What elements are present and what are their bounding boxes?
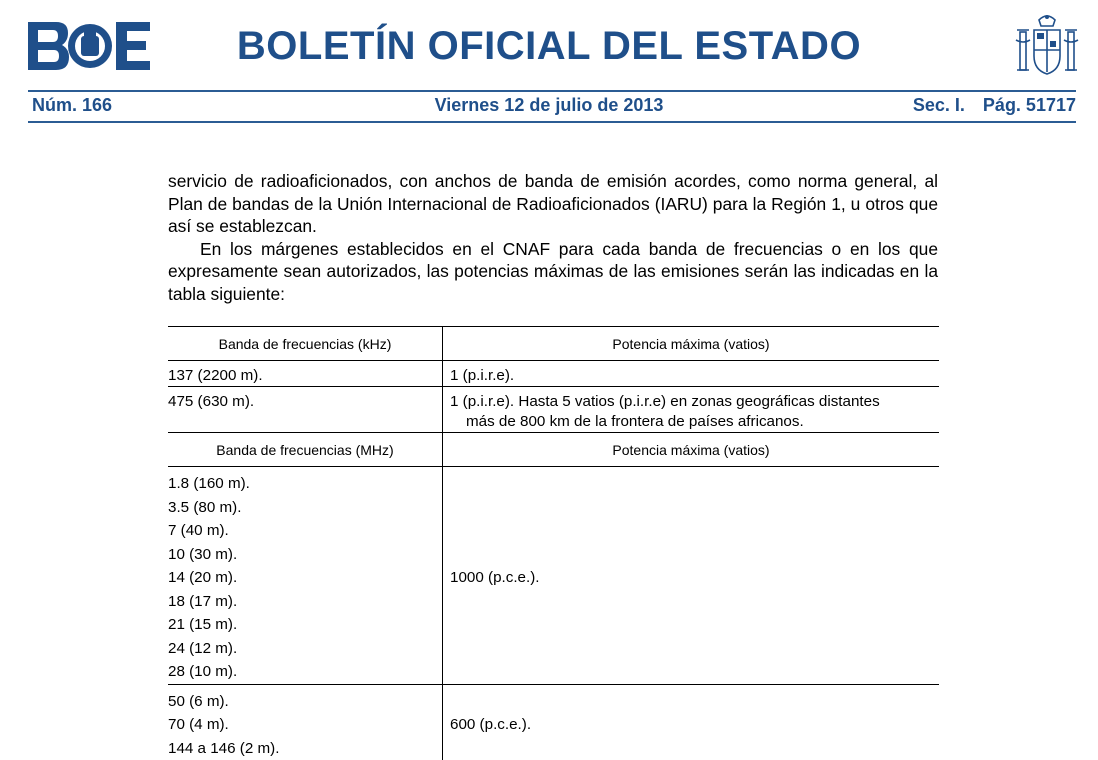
coat-of-arms-icon — [1012, 10, 1082, 80]
band-line: 14 (20 m). — [168, 566, 442, 590]
section-page — [913, 95, 1076, 116]
band-line: 28 (10 m). — [168, 660, 442, 684]
table-header-khz — [168, 327, 939, 361]
header-power-mhz: Potencia máxima (vatios) — [443, 433, 940, 467]
header-power-khz: Potencia máxima (vatios) — [443, 327, 940, 361]
header-band-khz: Banda de frecuencias (kHz) — [168, 327, 443, 361]
band-line: 10 (30 m). — [168, 543, 442, 567]
band-line: 70 (4 m). — [168, 713, 442, 737]
band-line: 7 (40 m). — [168, 519, 442, 543]
power-cell — [443, 387, 940, 433]
band-line: 18 (17 m). — [168, 590, 442, 614]
power-text-cont: más de 800 km de la frontera de países africanos. — [450, 412, 939, 432]
page-header — [0, 0, 1098, 130]
header-rule-bottom — [28, 121, 1076, 123]
band-cell: 475 (630 m). — [168, 387, 443, 433]
power-cell: 600 (p.c.e.). — [443, 684, 940, 760]
table-row — [168, 387, 939, 433]
band-group-cell — [168, 467, 443, 685]
band-line: 50 (6 m). — [168, 690, 442, 714]
band-line: 1.8 (160 m). — [168, 472, 442, 496]
table-header-mhz — [168, 433, 939, 467]
power-table — [168, 326, 939, 760]
page-title: BOLETÍN OFICIAL DEL ESTADO — [0, 24, 1098, 69]
header-band-mhz: Banda de frecuencias (MHz) — [168, 433, 443, 467]
power-cell — [443, 361, 940, 387]
section-label: Sec. I. — [913, 95, 965, 115]
power-cell: 1000 (p.c.e.). — [443, 467, 940, 685]
table-row — [168, 361, 939, 387]
band-cell: 137 (2200 m). — [168, 361, 443, 387]
power-text: 1 (p.i.r.e). Hasta 5 vatios (p.i.r.e) en zonas geográficas distantes — [450, 393, 880, 410]
table-row — [168, 467, 939, 685]
band-line: 21 (15 m). — [168, 613, 442, 637]
band-line: 144 a 146 (2 m). — [168, 737, 442, 760]
header-rule-top — [28, 90, 1076, 92]
issue-date: Viernes 12 de julio de 2013 — [0, 95, 1098, 116]
page-number: Pág. 51717 — [983, 95, 1076, 115]
paragraph-2: En los márgenes establecidos en el CNAF para cada banda de frecuencias o en los que expresamente sean autorizados, las potencias máximas de las emisiones serán las indicadas en la tabla siguiente: — [168, 238, 938, 306]
body-text — [168, 170, 938, 305]
power-text: 1 (p.i.r.e). — [450, 367, 514, 384]
band-line: 24 (12 m). — [168, 637, 442, 661]
issue-number: Núm. 166 — [32, 95, 112, 116]
band-line: 3.5 (80 m). — [168, 496, 442, 520]
paragraph-1: servicio de radioaficionados, con anchos de banda de emisión acordes, como norma general, al Plan de bandas de la Unión Internacional de Radioaficionados (IARU) para la Región 1, u otros que así se establezcan. — [168, 170, 938, 238]
